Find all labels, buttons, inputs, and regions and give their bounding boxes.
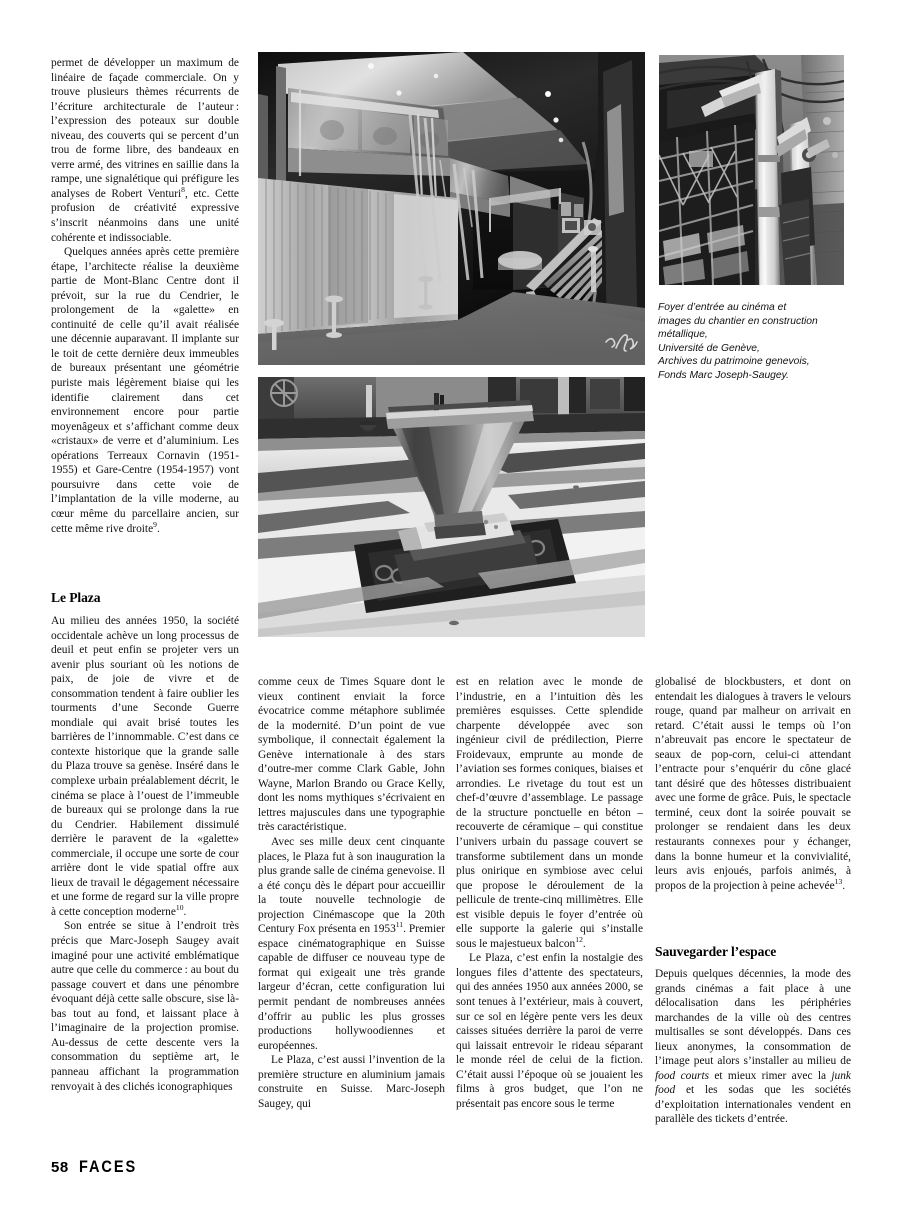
heading-sauvegarder-wrapper — [655, 944, 851, 966]
paragraph: Depuis quelques décennies, la mode des grands cinémas a fait place à une délocalisation dans les périphéries marchandes de la ville où des centres multisalles se sont développés. Dans ces lieux anonymes, la consommation de l’image peut alors s’installer au milieu de food courts et mieux rimer avec la junk food et les sodas que les sociétés d’exploitation internationales vendent en parallèle des tickets d’entrée. — [655, 968, 851, 1126]
page-footer — [51, 1158, 145, 1177]
caption-line: Foyer d’entrée au cinéma et — [658, 302, 787, 313]
bottom-column-3-text — [655, 675, 851, 893]
caption-line: images du chantier en construction — [658, 315, 818, 327]
paragraph: Son entrée se situe à l’endroit très précis que Marc-Joseph Saugey avait imaginé pour une activité emblématique autre que celle du commerce : au bout du passage couvert et dans une pénombre évoquant déjà cette salle obscure, sise là-bas tout au fond, et laissant place à l’imaginaire de la projection promise. Au-dessus de cette descente vers la consommation du septième art, le panneau affichant la programmation renvoyait à des clichés iconographiques — [51, 920, 239, 1093]
figure-caption — [658, 301, 854, 383]
paragraph: Le Plaza, c’est enfin la nostalgie des longues files d’attente des spectateurs, qui des années 1950 aux années 2000, se sont tenues à l’extérieur, mais à couvert, sur ce sol en légère pente vers les deux caisses situées derrière la paroi de verre qui laissait entrevoir le rideau séparant le monde réel de celui de la fiction. C’était aussi l’époque où se jouaient les films à gros budget, que l’on ne présentait pas encore sous le terme — [456, 952, 643, 1110]
paragraph: Le Plaza, c’est aussi l’invention de la première structure en aluminium jamais construite en Suisse. Marc-Joseph Saugey, qui — [258, 1054, 445, 1110]
bottom-column-2-text — [456, 675, 643, 1111]
column-photo-graphic — [258, 377, 645, 637]
caption-line: Fonds Marc Joseph-Saugey. — [658, 369, 789, 381]
heading-le-plaza-wrapper — [51, 590, 239, 612]
construction-site-conical-column-photo — [258, 377, 645, 637]
left-column-text-top — [51, 56, 239, 536]
bottom-column-1-text — [258, 675, 445, 1111]
caption-line: Archives du patrimoine genevois, — [658, 356, 810, 368]
cinema-foyer-interior-photo — [258, 52, 645, 365]
footnote-marker: 13 — [834, 876, 843, 886]
caption-line: métallique, — [658, 329, 708, 341]
foyer-photo-graphic — [258, 52, 645, 365]
metal-construction-framework-photo — [659, 55, 844, 285]
paragraph: permet de développer un maximum de linéaire de façade commerciale. On y trouve plusieurs thèmes récurrents de l’écriture architecturale de l’auteur : l’expression des poteaux sur double niveau, des couverts qui se percent d’un trou de forme libre, des bandeaux en verre armé, des vitrines en saillie dans la rampe, une signalétique qui préfigure les analyses de Robert Venturi$^8$, etc. Cette profusion de créativité expressive s’inscrit néanmoins dans une unité cohérente et indissociable. — [51, 57, 239, 244]
left-column-text-bottom — [51, 614, 239, 1094]
magazine-title: FACES — [78, 1158, 137, 1176]
emphasis: food courts — [655, 1069, 710, 1082]
paragraph: globalisé de blockbusters, et dont on entendait les dialogues à travers le velours rouge, quand par malheur on arrivait en retard. C’était aussi le temps où l’on n’abreuvait pas encore le spectateur de seaux de pop-corn, celui-ci attendant l’entracte pour s’enquérir du cône glacé tant désiré que des hôtesses distribuaient avec une forme de grâce. Puis, le spectacle terminé, ceux dont la soirée pouvait se prolonger se rendaient dans les deux restaurants connexes pour y échanger, dans la bonne humeur et la convivialité, leurs avis enjoués, parfois animés, à propos de la projection à peine achevée$^{13}$. — [655, 676, 851, 892]
paragraph: Avec ses mille deux cent cinquante places, le Plaza fut à son inauguration la plus grande salle de cinéma genevoise. Il a été conçu dès le départ pour accueillir la toute nouvelle technologie de projection Cinémascope que la 20th Century Fox présenta en 1953$^{11}$. Premier espace cinématographique en Suisse capable de diffuser ce nouveau type de format qui exigeait une très grande largeur d’écran, cette configuration lui permit pendant de nombreuses années d’offrir au public les plus grosses productions hollywoodiennes et européennes. — [258, 836, 445, 1052]
section-heading-le-plaza: Le Plaza — [51, 590, 101, 605]
caption-line: Université de Genève, — [658, 342, 760, 354]
footnote-marker: 12 — [575, 935, 583, 945]
footnote-marker: 9 — [153, 519, 157, 529]
paragraph: Au milieu des années 1950, la société occidentale achève un long processus de deuil et peut enfin se projeter vers un avenir plus souriant où les notions de paix, de joie de vivre et de consommation tendent à faire oublier les tourments d’une Seconde Guerre mondiale qui avait brisé toutes les barrières de l’innommable. C’est dans ce contexte historique que la grande salle du Plaza trouve sa genèse. Inséré dans le complexe urbain préalablement décrit, le cinéma se place à l’ouest de l’immeuble de bureaux qui se prolonge dans la rue du Cendrier. Habilement dissimulé derrière le paravent de la «galette» commerciale, il occupe une sorte de cour arrière dont le vide spatial offre aux lieux de travail le dégagement nécessaire et une forme de regard sur la ville propre à cette conception moderne$^{10}$. — [51, 615, 239, 918]
footnote-marker: 8 — [181, 185, 185, 195]
emphasis: junk food — [655, 1069, 851, 1097]
bottom-column-3-text-after-heading — [655, 967, 851, 1127]
footnote-marker: 11 — [395, 920, 404, 930]
page-number: 58 — [51, 1159, 69, 1176]
section-heading-sauvegarder-lespace: Sauvegarder l’espace — [655, 944, 777, 959]
paragraph: est en relation avec le monde de l’industrie, en a l’intuition dès les premières esquisses. Cette splendide charpente développée avec son ingénieur civil de prédilection, Pierre Froidevaux, emprunte au monde de l’aviation ses formes coniques, biaises et arrondies. Le rivetage du tout est un chef-d’œuvre d’assemblage. Le passage de la structure ponctuelle en béton – recouverte de céramique – qui constitue l’univers urbain du passage couvert se transforme subtilement dans un monde plus onirique en symbiose avec celui que propose le déroulement de la pellicule de trente-cinq millimètres. Elle est visible depuis le foyer d’entrée où elle supporte la galerie qui s’installe sous le majestueux balcon$^{12}$. — [456, 676, 643, 950]
paragraph: comme ceux de Times Square dont le vieux continent enviait la force évocatrice comme métaphore sublimée de la modernité. D’un point de vue symbolique, il connectait également la Genève internationale à des stars d’outre-mer comme Clark Gable, John Wayne, Marlon Brando ou Grace Kelly, dont les noms mythiques s’écrivaient en lettres majuscules dans une typographie très caractéristique. — [258, 676, 445, 834]
paragraph: Quelques années après cette première étape, l’architecte réalise la deuxième partie de Mont-Blanc Centre dont il prévoit, sur la rue du Cendrier, le prolongement de la «galette» en continuité de celle qu’il avait réalisée une décennie auparavant. Il implante sur le toit de cette dernière deux immeubles de bureaux présentant une géométrie puriste mais légèrement biaise qui les identifie clairement dans cet environnement encore pour partie moyenâgeux et s’affichant comme deux «cristaux» de verre et d’aluminium. Les opérations Terreaux Cornavin (1951-1955) et Gare-Centre (1954-1957) vont poursuivre dans cette voie de l’implantation de la ville moderne, au cœur même du parcellaire ancien, sur cette même rive droite$^9$. — [51, 246, 239, 535]
frame-photo-graphic — [659, 55, 844, 285]
footnote-marker: 10 — [175, 903, 184, 913]
